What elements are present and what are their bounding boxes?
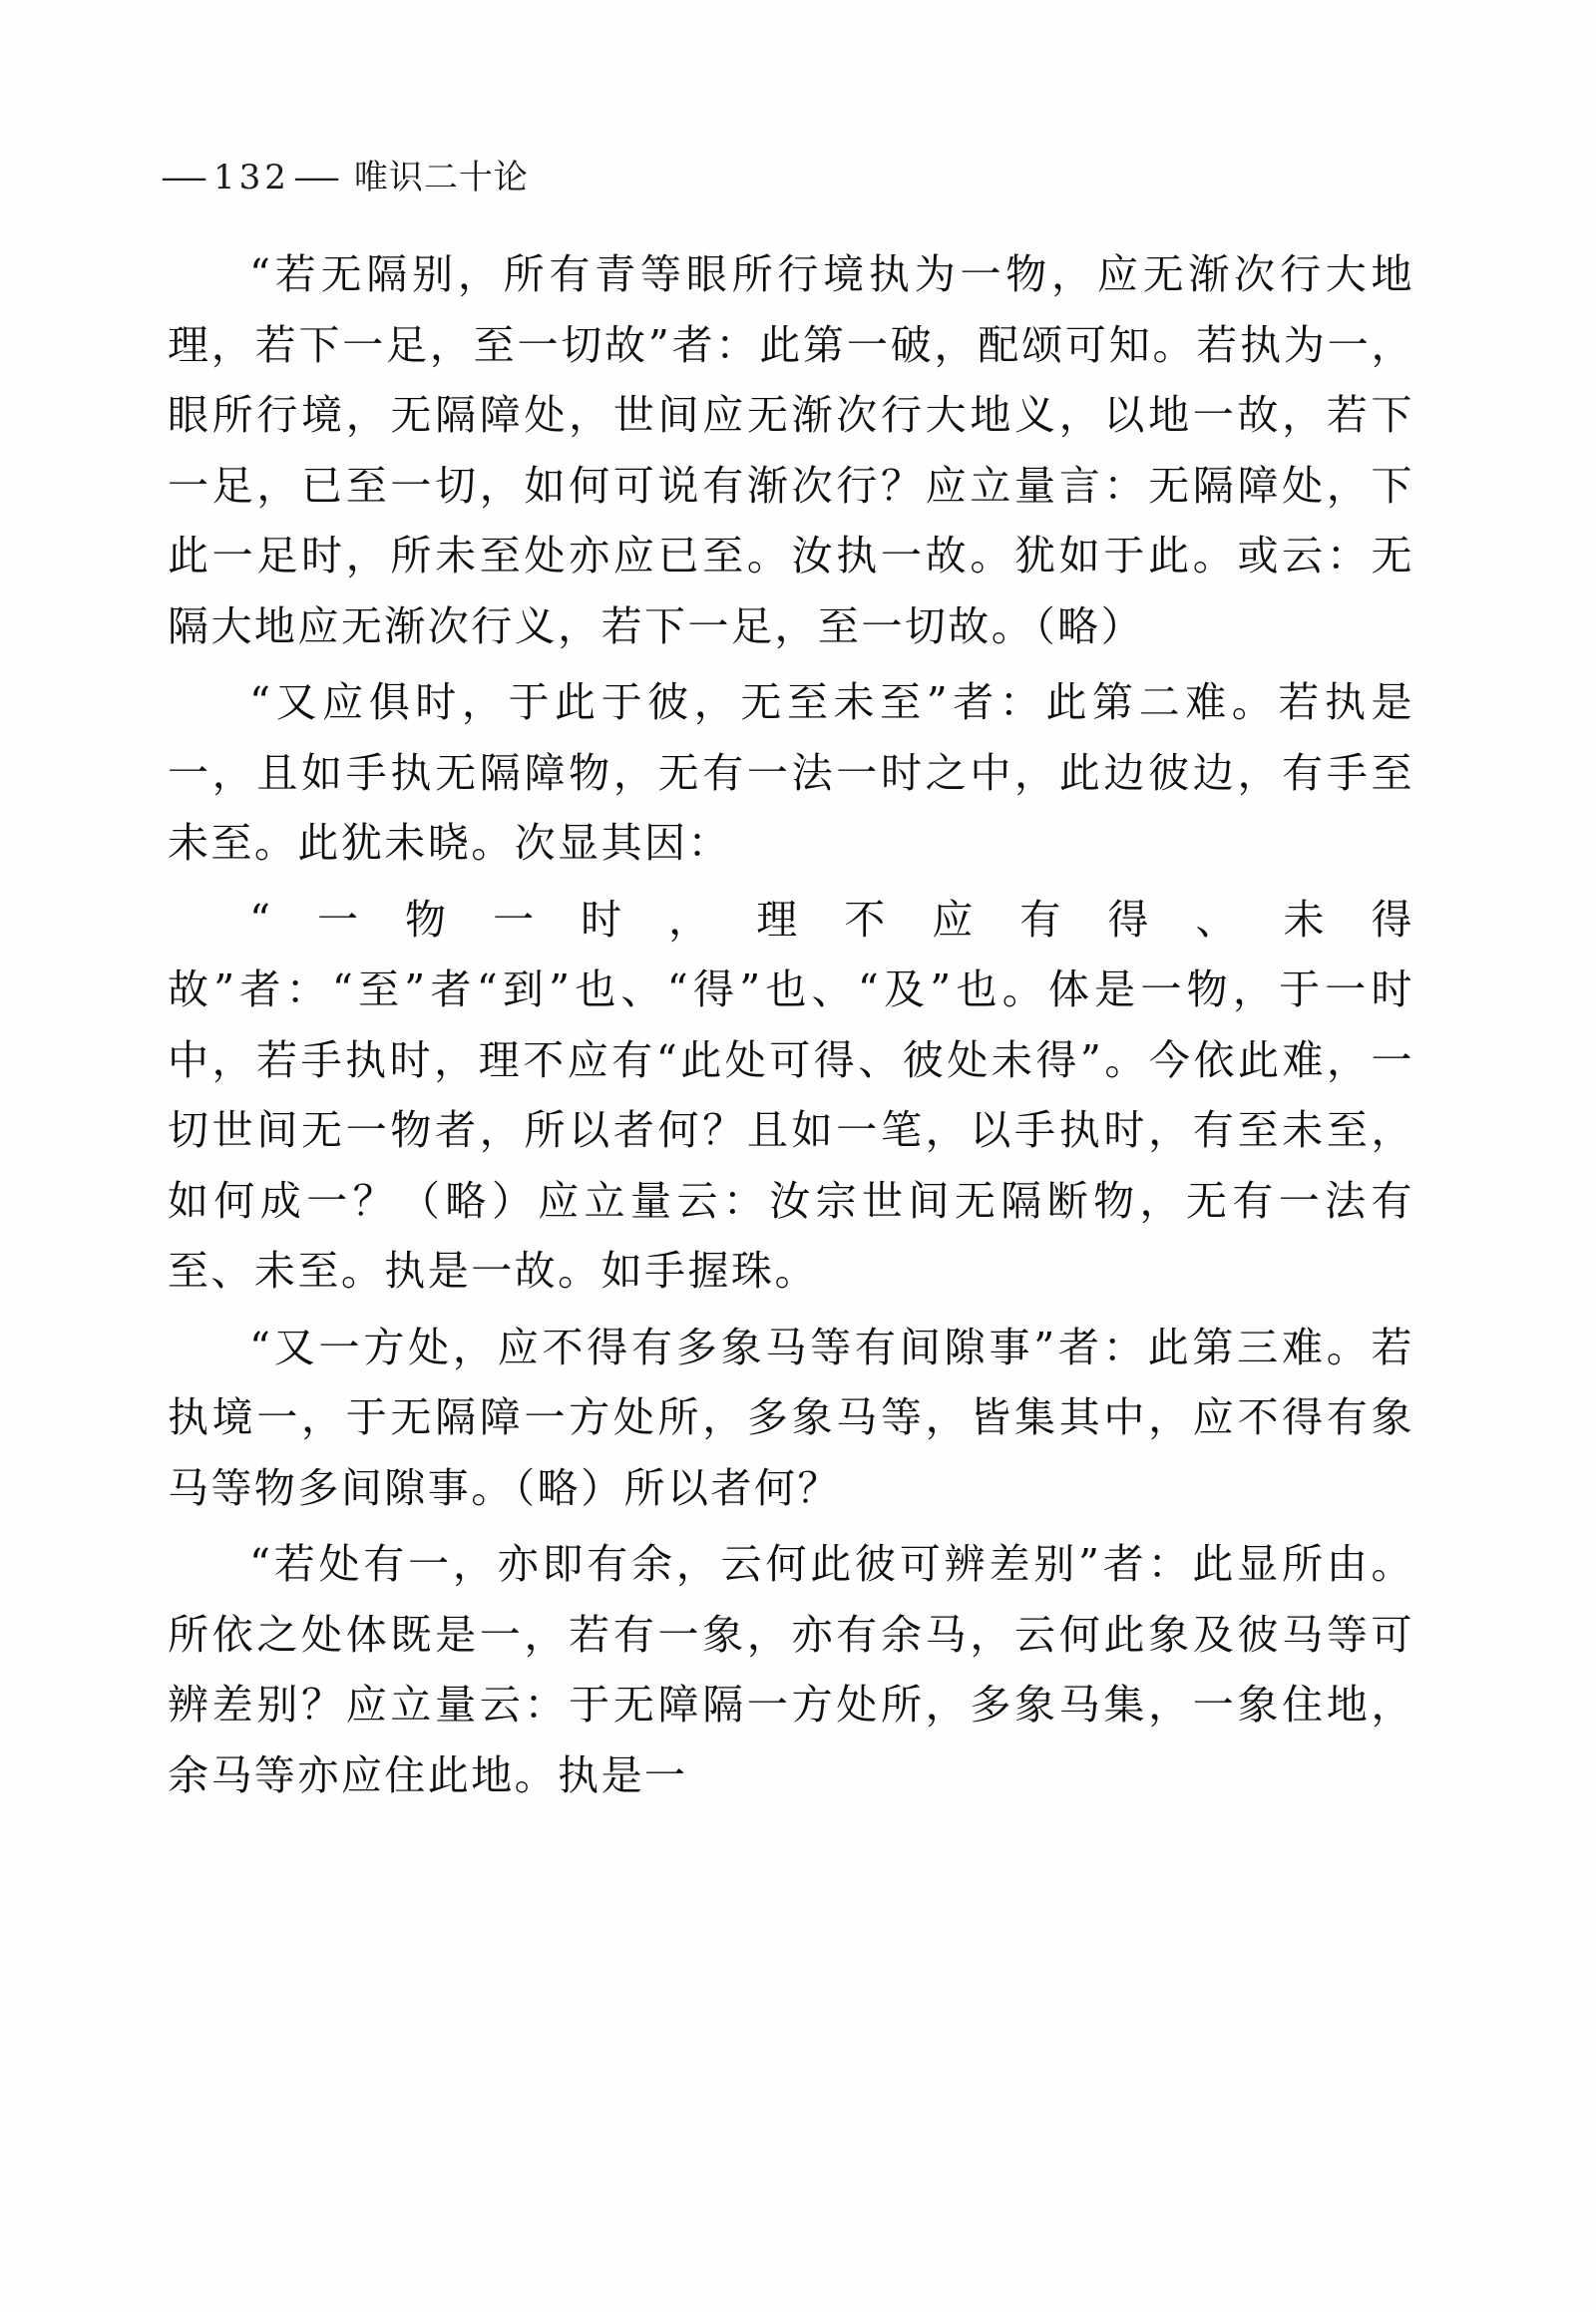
paragraph: “又一方处，应不得有多象马等有间隙事”者：此第三难。若执境一，于无隔障一方处所，多象马等，皆集其中，应不得有象马等物多间隙事。（略）所以者何？ xyxy=(168,1323,1414,1512)
paragraph: “一物一时，理不应有得、未得故”者：“至”者“到”也、“得”也、“及”也。体是一物，于一时中，若手执时，理不应有“此处可得、彼处未得”。今依此难，一切世间无一物者，所以者何？且如一笔，以手执时，有至未至，如何成一？（略）应立量云：汝宗世间无隔断物，无有一法有至、未至。执是一故。如手握珠。 xyxy=(168,895,1414,1296)
page-number: 132 xyxy=(213,158,290,197)
header-left-dash: — xyxy=(160,158,211,197)
page-header xyxy=(160,150,529,198)
header-right-dash: — xyxy=(292,158,344,197)
page-body xyxy=(168,239,1414,1810)
paragraph: “又应俱时，于此于彼，无至未至”者：此第二难。若执是一，且如手执无隔障物，无有一法一时之中，此边彼边，有手至未至。此犹未晓。次显其因： xyxy=(168,678,1414,868)
paragraph: “若无隔别，所有青等眼所行境执为一物，应无渐次行大地理，若下一足，至一切故”者：此第一破，配颂可知。若执为一，眼所行境，无隔障处，世间应无渐次行大地义，以地一故，若下一足，已至一切，如何可说有渐次行？应立量言：无隔障处，下此一足时，所未至处亦应已至。汝执一故。犹如于此。或云：无隔大地应无渐次行义，若下一足，至一切故。（略） xyxy=(168,250,1414,650)
paragraph: “若处有一，亦即有余，云何此彼可辨差别”者：此显所由。所依之处体既是一，若有一象，亦有余马，云何此象及彼马等可辨差别？应立量云：于无障隔一方处所，多象马集，一象住地，余马等亦应住此地。执是一 xyxy=(168,1540,1414,1799)
book-title: 唯识二十论 xyxy=(353,158,529,197)
